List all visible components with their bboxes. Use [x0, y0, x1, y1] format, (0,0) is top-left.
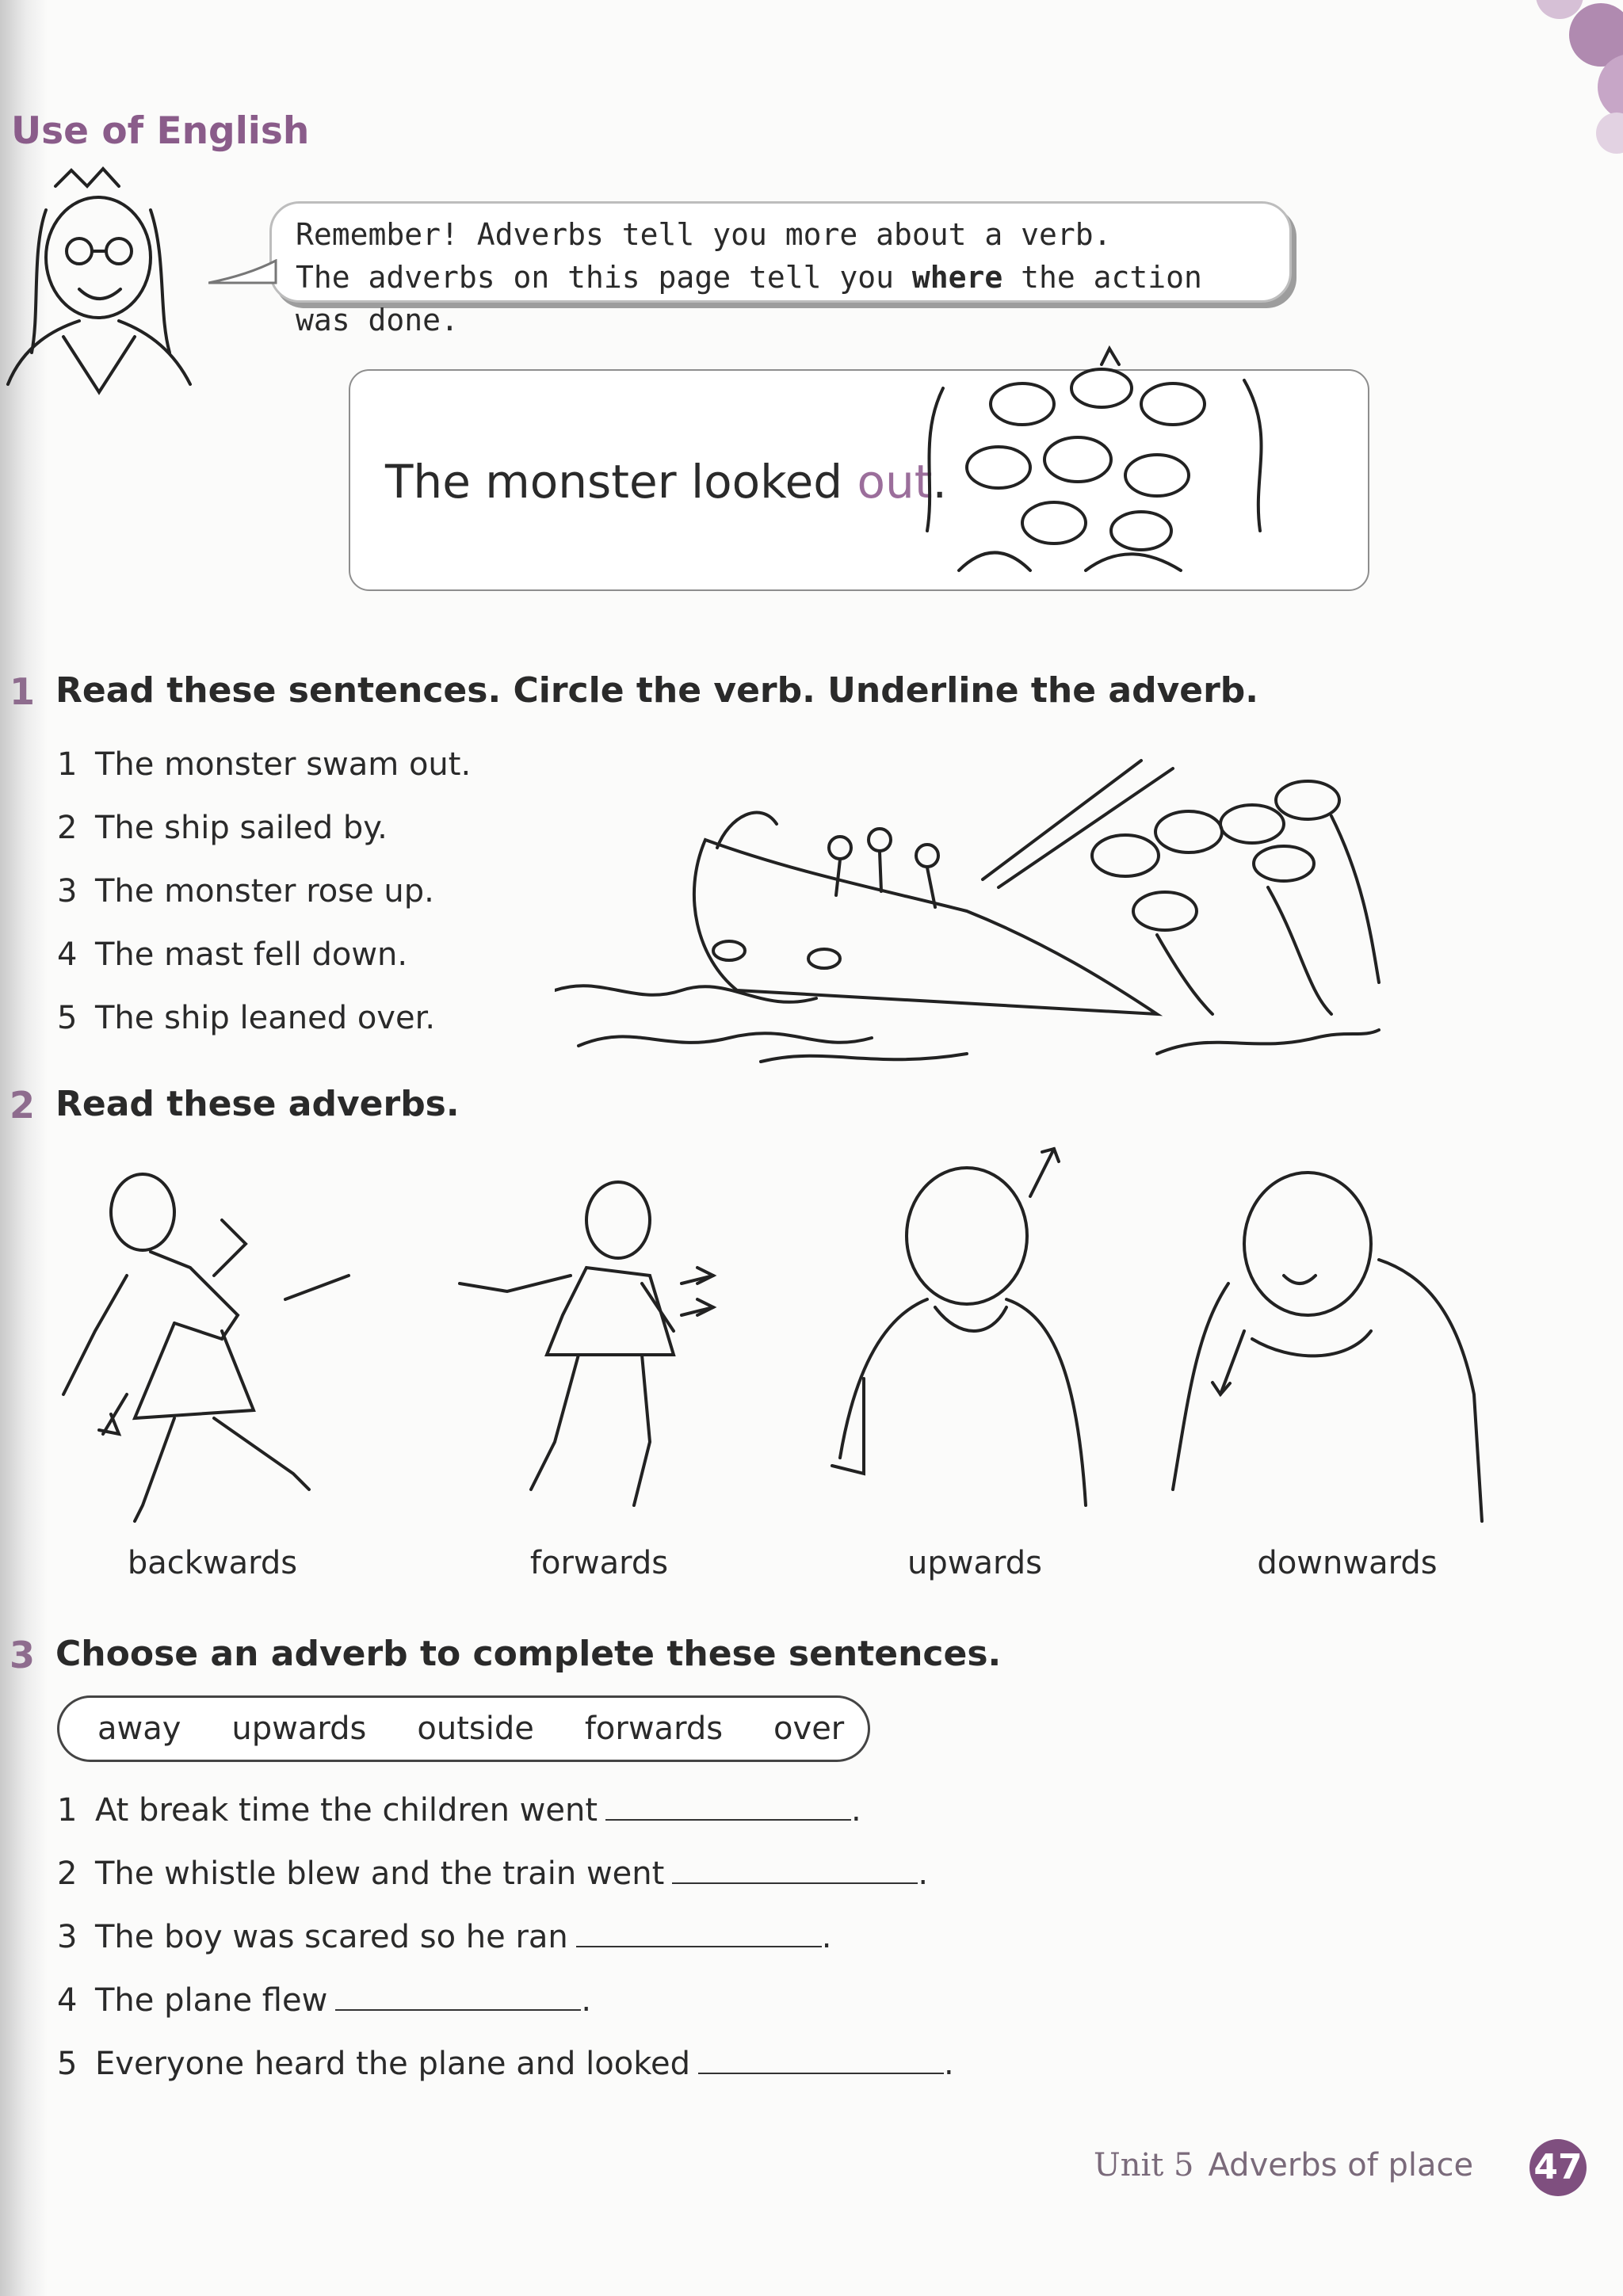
- q3-sentence: 1 At break time the children went .: [57, 1792, 861, 1829]
- adverb-caption: downwards: [1257, 1545, 1438, 1581]
- page-number-badge: 47: [1529, 2139, 1587, 2196]
- tip-line-1: Remember! Adverbs tell you more about a verb.: [296, 217, 1112, 252]
- q1-sentence: 2 The ship sailed by.: [57, 810, 388, 846]
- q3-sentence: 2 The whistle blew and the train went .: [57, 1855, 929, 1892]
- adverb-caption: forwards: [529, 1545, 669, 1581]
- q3-sentence: 3 The boy was scared so he ran .: [57, 1919, 832, 1955]
- answer-blank[interactable]: [335, 1985, 581, 2011]
- word-bank-word: over: [773, 1711, 845, 1747]
- word-bank: [57, 1695, 870, 1762]
- ship-and-monster-illustration: [555, 753, 1387, 1085]
- boy-moving-backwards-illustration: [32, 1157, 365, 1537]
- question-3-instruction: Choose an adverb to complete these sentences.: [55, 1634, 1002, 1674]
- answer-blank[interactable]: [576, 1922, 822, 1947]
- example-adverb: out: [857, 455, 933, 509]
- speech-bubble-tail: [208, 259, 280, 291]
- answer-blank[interactable]: [672, 1859, 918, 1884]
- word-bank-word: away: [97, 1711, 181, 1747]
- decorative-dots: [1512, 0, 1623, 158]
- q1-sentence: 1 The monster swam out.: [57, 746, 472, 783]
- section-heading: Use of English: [11, 109, 310, 153]
- tip-emphasis: where: [911, 260, 1003, 295]
- question-1-number: 1: [10, 670, 36, 713]
- q1-sentence: 3 The monster rose up.: [57, 873, 434, 910]
- answer-blank[interactable]: [698, 2049, 944, 2074]
- word-bank-word: forwards: [584, 1711, 724, 1747]
- question-2-instruction: Read these adverbs.: [55, 1084, 460, 1124]
- teacher-illustration: [0, 162, 206, 400]
- boy-moving-forwards-illustration: [444, 1157, 745, 1537]
- footer-title: Adverbs of place: [1208, 2147, 1474, 2183]
- tip-line-2: The adverbs on this page tell you where the action was done.: [296, 260, 1202, 338]
- word-bank-word: outside: [417, 1711, 534, 1747]
- example-sentence: The monster looked out.: [385, 455, 947, 509]
- page-footer: [1094, 2147, 1473, 2183]
- word-bank-word: upwards: [231, 1711, 367, 1747]
- q1-sentence: 5 The ship leaned over.: [57, 1000, 436, 1036]
- tip-speech-bubble: [269, 201, 1292, 338]
- answer-blank[interactable]: [605, 1795, 851, 1821]
- question-3-number: 3: [10, 1634, 36, 1676]
- footer-unit: Unit 5: [1094, 2147, 1194, 2183]
- question-1-instruction: Read these sentences. Circle the verb. Underline the adverb.: [55, 670, 1259, 711]
- question-2-number: 2: [10, 1084, 36, 1127]
- boy-looking-downwards-illustration: [1165, 1157, 1498, 1537]
- q3-sentence: 5 Everyone heard the plane and looked .: [57, 2046, 954, 2082]
- boy-looking-upwards-illustration: [824, 1141, 1125, 1521]
- adverb-caption: backwards: [127, 1545, 298, 1581]
- example-box: [349, 369, 1369, 591]
- q1-sentence: 4 The mast fell down.: [57, 936, 408, 973]
- adverb-caption: upwards: [907, 1545, 1042, 1581]
- q3-sentence: 4 The plane flew .: [57, 1982, 592, 2019]
- monster-heads-illustration: [911, 341, 1284, 578]
